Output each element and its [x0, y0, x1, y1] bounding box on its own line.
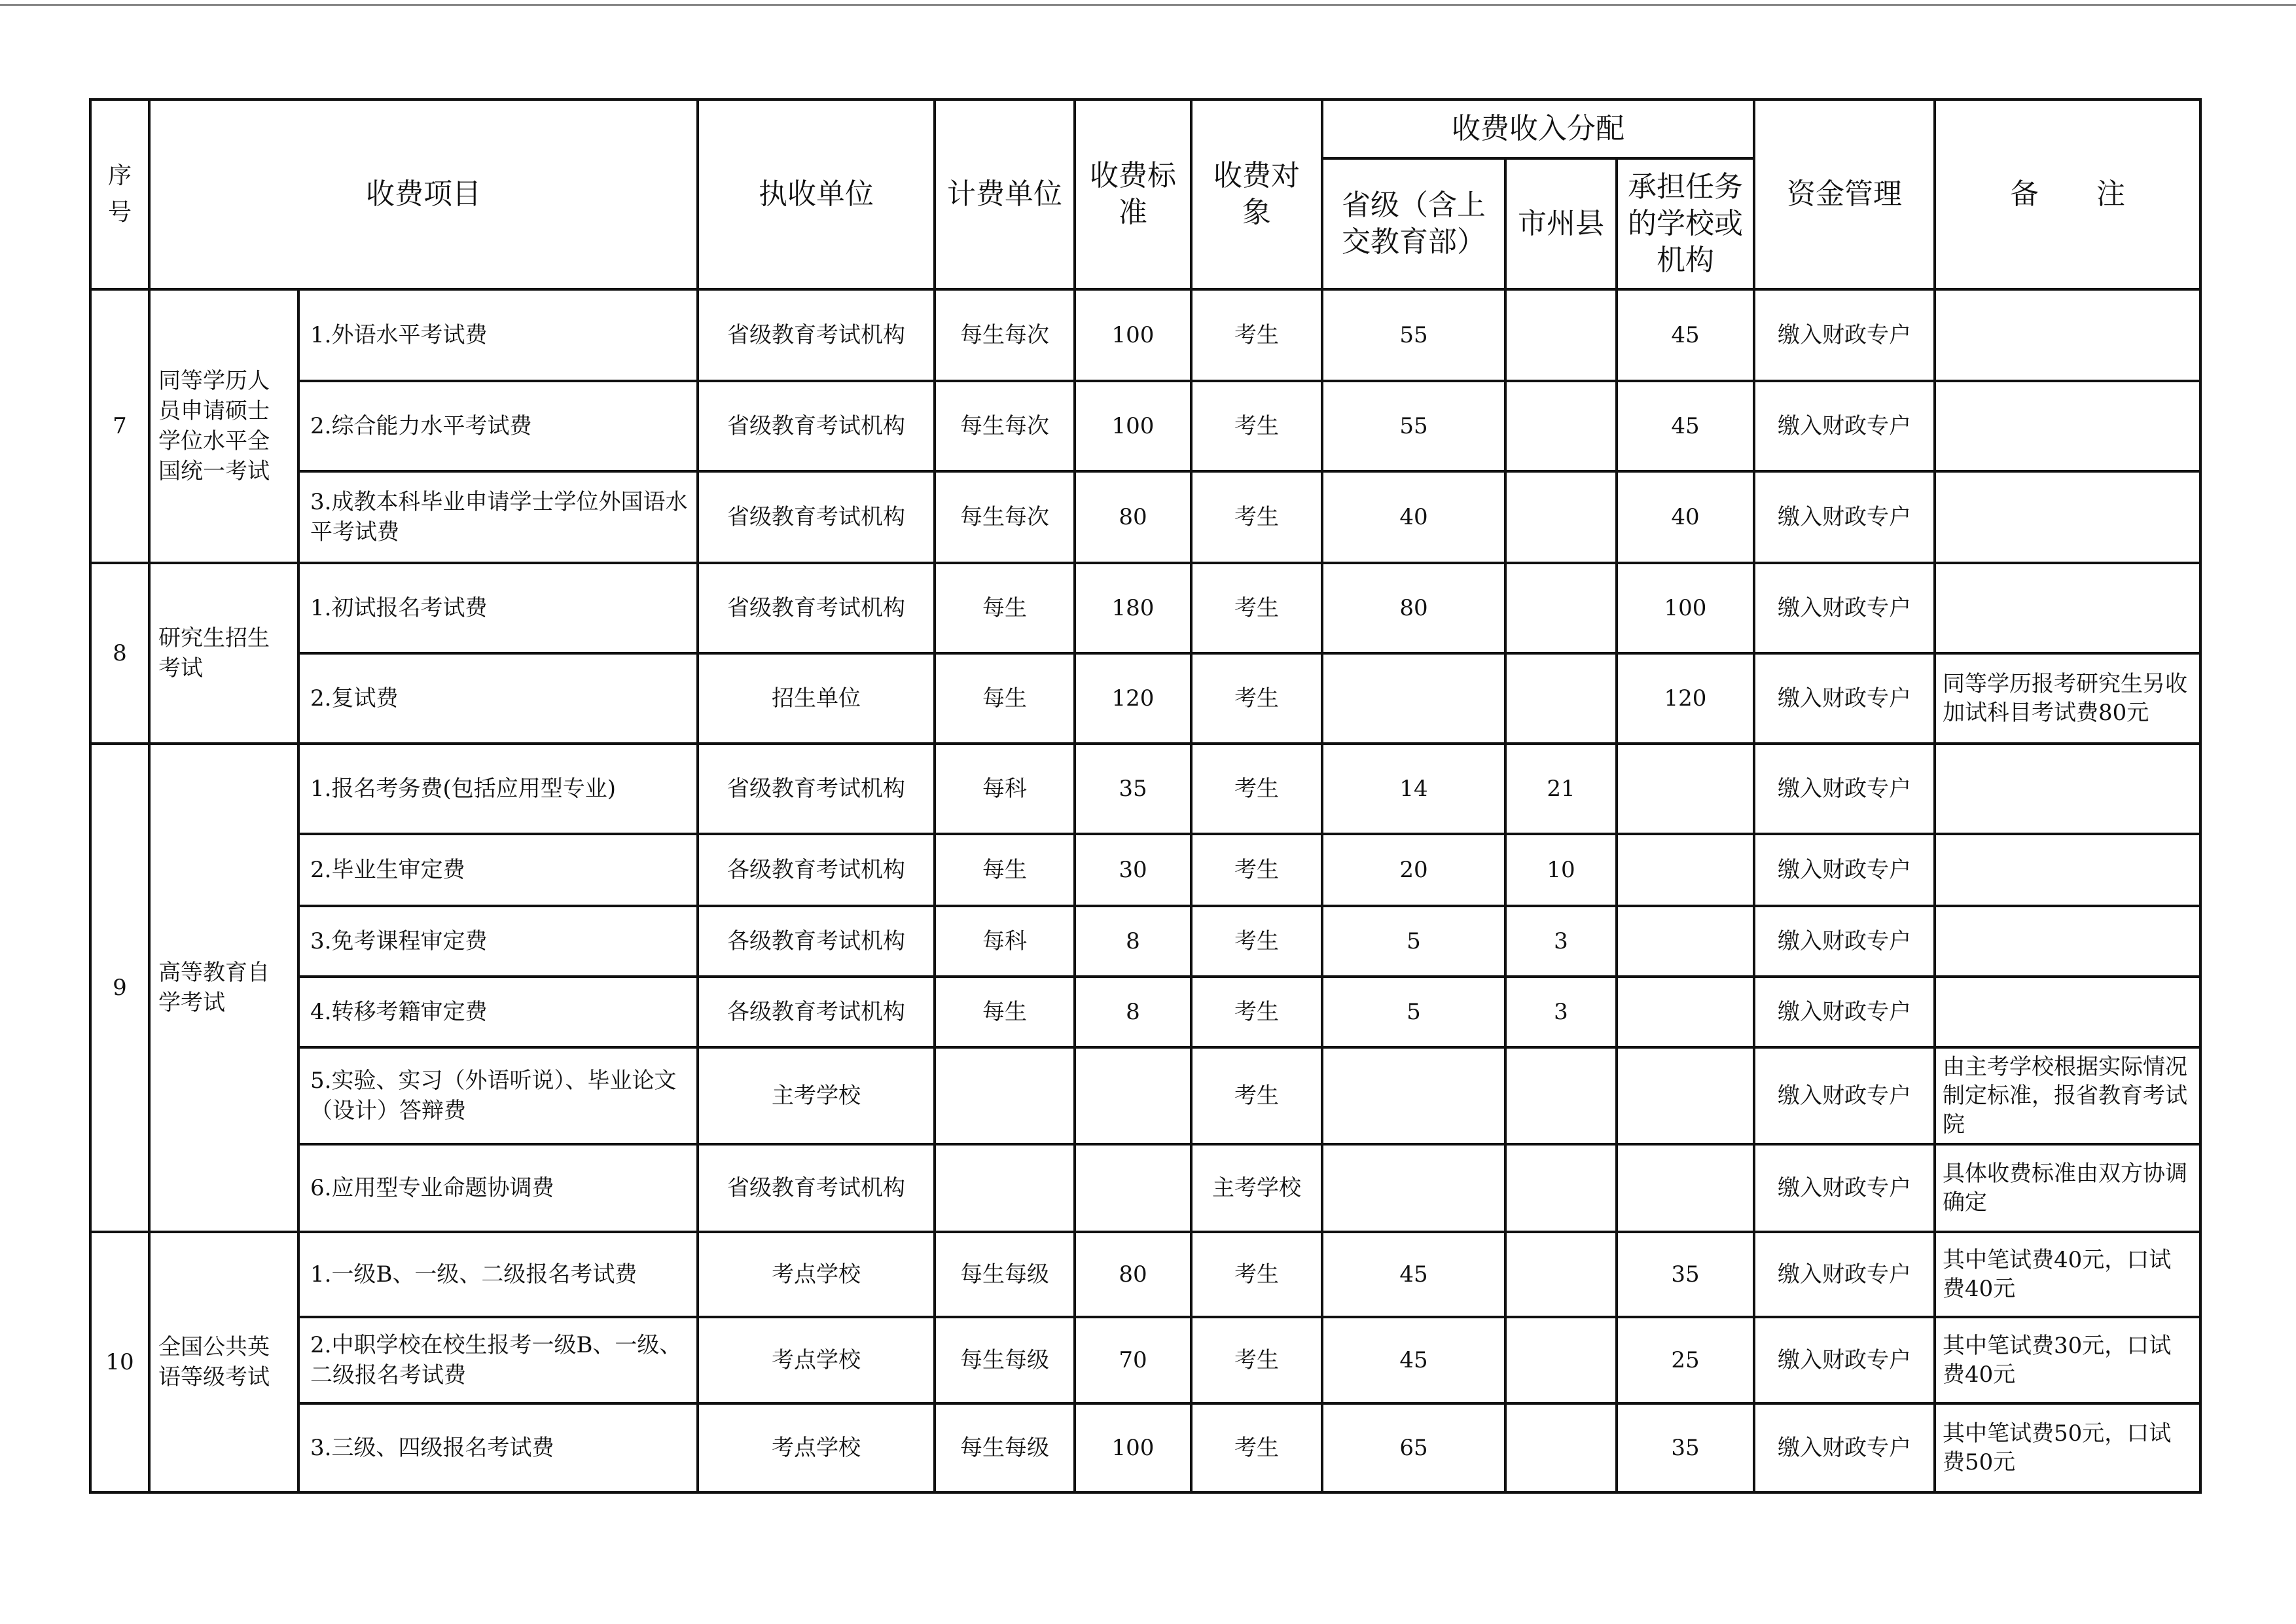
table-row: [90, 471, 2200, 563]
cell-school: 40: [1617, 471, 1754, 563]
table-row: [90, 653, 2200, 744]
cell-agency: 考点学校: [698, 1232, 935, 1317]
cell-provincial: 20: [1322, 834, 1505, 906]
fee-item: 4.转移考籍审定费: [298, 977, 698, 1047]
cell-city: 3: [1505, 977, 1617, 1047]
header-provincial: 省级（含上交教育部）: [1322, 158, 1505, 289]
cell-unit: 每生: [935, 977, 1075, 1047]
header-agency: 执收单位: [698, 99, 935, 289]
cell-fund: 缴入财政专户: [1754, 381, 1935, 471]
cell-target: 主考学校: [1191, 1144, 1322, 1232]
cell-fund: 缴入财政专户: [1754, 471, 1935, 563]
cell-agency: 考点学校: [698, 1403, 935, 1492]
cell-school: [1617, 744, 1754, 834]
header-unit: 计费单位: [935, 99, 1075, 289]
cell-school: 120: [1617, 653, 1754, 744]
cell-school: [1617, 906, 1754, 977]
cell-agency: 主考学校: [698, 1047, 935, 1144]
cell-standard: [1075, 1047, 1191, 1144]
cell-school: 25: [1617, 1317, 1754, 1403]
cell-school: [1617, 834, 1754, 906]
cell-provincial: 5: [1322, 906, 1505, 977]
group-name: 全国公共英语等级考试: [149, 1232, 298, 1492]
cell-standard: 120: [1075, 653, 1191, 744]
cell-remark: 其中笔试费40元，口试费40元: [1935, 1232, 2200, 1317]
cell-city: [1505, 563, 1617, 653]
group-seq: 10: [90, 1232, 149, 1492]
cell-provincial: 40: [1322, 471, 1505, 563]
cell-standard: 70: [1075, 1317, 1191, 1403]
cell-standard: 80: [1075, 1232, 1191, 1317]
cell-agency: 招生单位: [698, 653, 935, 744]
cell-standard: 100: [1075, 289, 1191, 381]
group-seq: 7: [90, 289, 149, 563]
fee-item: 3.成教本科毕业申请学士学位外国语水平考试费: [298, 471, 698, 563]
cell-unit: 每生每次: [935, 471, 1075, 563]
header-standard: 收费标准: [1075, 99, 1191, 289]
header-target: 收费对象: [1191, 99, 1322, 289]
cell-target: 考生: [1191, 977, 1322, 1047]
fee-item: 3.三级、四级报名考试费: [298, 1403, 698, 1492]
table-row: [90, 1232, 2200, 1317]
fee-table: [89, 98, 2202, 1494]
fee-item: 2.复试费: [298, 653, 698, 744]
table-row: [90, 1317, 2200, 1403]
cell-standard: 100: [1075, 1403, 1191, 1492]
cell-unit: 每科: [935, 906, 1075, 977]
group-name: 研究生招生考试: [149, 563, 298, 744]
cell-fund: 缴入财政专户: [1754, 744, 1935, 834]
cell-standard: 100: [1075, 381, 1191, 471]
fee-item: 2.中职学校在校生报考一级B、一级、二级报名考试费: [298, 1317, 698, 1403]
table-row: [90, 1047, 2200, 1144]
cell-remark: [1935, 289, 2200, 381]
cell-target: 考生: [1191, 1047, 1322, 1144]
cell-city: [1505, 381, 1617, 471]
cell-standard: 180: [1075, 563, 1191, 653]
cell-city: 21: [1505, 744, 1617, 834]
header-distribution: 收费收入分配: [1322, 99, 1754, 158]
cell-remark: 同等学历报考研究生另收加试科目考试费80元: [1935, 653, 2200, 744]
cell-school: 35: [1617, 1232, 1754, 1317]
table-row: [90, 906, 2200, 977]
group-seq: 9: [90, 744, 149, 1232]
cell-provincial: 55: [1322, 381, 1505, 471]
header-item: 收费项目: [149, 99, 698, 289]
table-row: [90, 1403, 2200, 1492]
cell-unit: 每生每次: [935, 289, 1075, 381]
cell-target: 考生: [1191, 1317, 1322, 1403]
cell-school: [1617, 1144, 1754, 1232]
fee-item: 1.初试报名考试费: [298, 563, 698, 653]
cell-city: [1505, 1144, 1617, 1232]
cell-standard: 35: [1075, 744, 1191, 834]
cell-agency: 省级教育考试机构: [698, 289, 935, 381]
cell-provincial: [1322, 1144, 1505, 1232]
cell-target: 考生: [1191, 1403, 1322, 1492]
cell-target: 考生: [1191, 744, 1322, 834]
cell-school: 35: [1617, 1403, 1754, 1492]
cell-fund: 缴入财政专户: [1754, 289, 1935, 381]
header-remark: 备 注: [1935, 99, 2200, 289]
cell-fund: 缴入财政专户: [1754, 1144, 1935, 1232]
cell-unit: 每生: [935, 563, 1075, 653]
cell-unit: 每生每级: [935, 1403, 1075, 1492]
cell-unit: 每生每次: [935, 381, 1075, 471]
header-school: 承担任务的学校或机构: [1617, 158, 1754, 289]
fee-item: 5.实验、实习（外语听说）、毕业论文（设计）答辩费: [298, 1047, 698, 1144]
table-row: [90, 289, 2200, 381]
cell-school: 45: [1617, 381, 1754, 471]
cell-city: [1505, 1403, 1617, 1492]
fee-item: 1.外语水平考试费: [298, 289, 698, 381]
cell-remark: [1935, 471, 2200, 563]
cell-city: 10: [1505, 834, 1617, 906]
cell-target: 考生: [1191, 1232, 1322, 1317]
group-name: 高等教育自学考试: [149, 744, 298, 1232]
cell-provincial: 14: [1322, 744, 1505, 834]
cell-target: 考生: [1191, 471, 1322, 563]
cell-provincial: 65: [1322, 1403, 1505, 1492]
cell-agency: 省级教育考试机构: [698, 563, 935, 653]
cell-remark: [1935, 744, 2200, 834]
page-top-edge: [0, 4, 2296, 6]
cell-standard: 80: [1075, 471, 1191, 563]
table-row: [90, 834, 2200, 906]
cell-unit: [935, 1144, 1075, 1232]
group-name: 同等学历人员申请硕士学位水平全国统一考试: [149, 289, 298, 563]
cell-agency: 省级教育考试机构: [698, 744, 935, 834]
table-row: [90, 381, 2200, 471]
cell-unit: 每科: [935, 744, 1075, 834]
cell-city: [1505, 1232, 1617, 1317]
header-seq: 序号: [90, 99, 149, 289]
cell-target: 考生: [1191, 834, 1322, 906]
cell-city: [1505, 653, 1617, 744]
cell-city: 3: [1505, 906, 1617, 977]
table-body: [90, 289, 2200, 1492]
cell-school: [1617, 977, 1754, 1047]
cell-city: [1505, 1047, 1617, 1144]
cell-school: 45: [1617, 289, 1754, 381]
group-seq: 8: [90, 563, 149, 744]
cell-city: [1505, 471, 1617, 563]
cell-provincial: [1322, 653, 1505, 744]
cell-agency: 各级教育考试机构: [698, 977, 935, 1047]
cell-remark: [1935, 834, 2200, 906]
cell-remark: [1935, 563, 2200, 653]
cell-fund: 缴入财政专户: [1754, 1403, 1935, 1492]
fee-item: 2.毕业生审定费: [298, 834, 698, 906]
cell-agency: 省级教育考试机构: [698, 471, 935, 563]
cell-agency: 省级教育考试机构: [698, 381, 935, 471]
fee-item: 1.一级B、一级、二级报名考试费: [298, 1232, 698, 1317]
cell-agency: 各级教育考试机构: [698, 834, 935, 906]
table-row: [90, 977, 2200, 1047]
fee-item: 3.免考课程审定费: [298, 906, 698, 977]
fee-item: 2.综合能力水平考试费: [298, 381, 698, 471]
cell-provincial: 45: [1322, 1317, 1505, 1403]
table-row: [90, 1144, 2200, 1232]
cell-fund: 缴入财政专户: [1754, 653, 1935, 744]
fee-item: 6.应用型专业命题协调费: [298, 1144, 698, 1232]
cell-provincial: 55: [1322, 289, 1505, 381]
cell-agency: 考点学校: [698, 1317, 935, 1403]
cell-standard: 8: [1075, 977, 1191, 1047]
cell-target: 考生: [1191, 381, 1322, 471]
cell-provincial: 5: [1322, 977, 1505, 1047]
cell-remark: 其中笔试费50元，口试费50元: [1935, 1403, 2200, 1492]
cell-target: 考生: [1191, 653, 1322, 744]
cell-remark: [1935, 977, 2200, 1047]
cell-unit: 每生: [935, 834, 1075, 906]
cell-target: 考生: [1191, 563, 1322, 653]
cell-fund: 缴入财政专户: [1754, 1232, 1935, 1317]
header-city: 市州县: [1505, 158, 1617, 289]
table-row: [90, 744, 2200, 834]
cell-fund: 缴入财政专户: [1754, 1317, 1935, 1403]
cell-unit: 每生每级: [935, 1232, 1075, 1317]
cell-city: [1505, 289, 1617, 381]
cell-fund: 缴入财政专户: [1754, 977, 1935, 1047]
cell-agency: 省级教育考试机构: [698, 1144, 935, 1232]
cell-provincial: 45: [1322, 1232, 1505, 1317]
cell-city: [1505, 1317, 1617, 1403]
cell-standard: 30: [1075, 834, 1191, 906]
cell-standard: 8: [1075, 906, 1191, 977]
cell-target: 考生: [1191, 906, 1322, 977]
cell-fund: 缴入财政专户: [1754, 834, 1935, 906]
fee-item: 1.报名考务费(包括应用型专业): [298, 744, 698, 834]
cell-fund: 缴入财政专户: [1754, 563, 1935, 653]
cell-agency: 各级教育考试机构: [698, 906, 935, 977]
cell-remark: 具体收费标准由双方协调确定: [1935, 1144, 2200, 1232]
header-fund: 资金管理: [1754, 99, 1935, 289]
cell-remark: [1935, 906, 2200, 977]
cell-school: 100: [1617, 563, 1754, 653]
cell-standard: [1075, 1144, 1191, 1232]
cell-unit: 每生: [935, 653, 1075, 744]
cell-remark: [1935, 381, 2200, 471]
cell-provincial: [1322, 1047, 1505, 1144]
cell-remark: 其中笔试费30元，口试费40元: [1935, 1317, 2200, 1403]
cell-fund: 缴入财政专户: [1754, 1047, 1935, 1144]
table-row: [90, 563, 2200, 653]
cell-unit: 每生每级: [935, 1317, 1075, 1403]
cell-remark: 由主考学校根据实际情况制定标准，报省教育考试院: [1935, 1047, 2200, 1144]
cell-provincial: 80: [1322, 563, 1505, 653]
cell-fund: 缴入财政专户: [1754, 906, 1935, 977]
cell-unit: [935, 1047, 1075, 1144]
cell-school: [1617, 1047, 1754, 1144]
cell-target: 考生: [1191, 289, 1322, 381]
